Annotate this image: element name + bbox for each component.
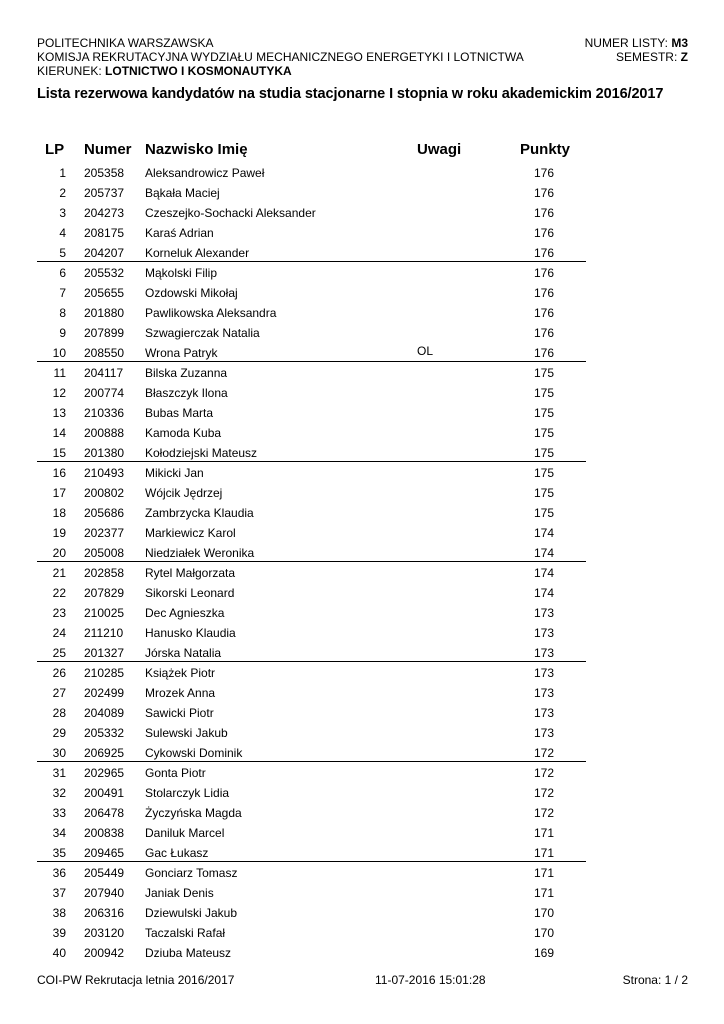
row-number: 205008 <box>84 546 125 560</box>
table-row <box>0 342 724 362</box>
row-points: 169 <box>533 946 554 960</box>
row-number: 204117 <box>84 366 124 380</box>
table-row <box>0 222 724 242</box>
table-row <box>0 242 724 262</box>
row-lp: 19 <box>52 526 66 540</box>
table-row <box>0 402 724 422</box>
row-number: 205532 <box>84 266 125 280</box>
row-number: 206478 <box>84 806 125 820</box>
row-points: 171 <box>533 826 554 840</box>
commission-name: KOMISJA REKRUTACYJNA WYDZIAŁU MECHANICZNEGO ENERGETYKI I LOTNICTWA <box>37 50 524 64</box>
table-row <box>0 722 724 742</box>
row-lp: 40 <box>52 946 66 960</box>
row-lp: 3 <box>59 206 66 220</box>
row-number: 207940 <box>84 886 125 900</box>
table-row <box>0 502 724 522</box>
table-row <box>0 842 724 862</box>
row-lp: 8 <box>59 306 66 320</box>
row-points: 176 <box>533 266 554 280</box>
row-number: 204207 <box>84 246 125 260</box>
row-lp: 10 <box>52 346 66 360</box>
row-number: 207899 <box>84 326 125 340</box>
table-header <box>0 140 724 160</box>
row-points: 176 <box>533 306 554 320</box>
table-row <box>0 622 724 642</box>
row-name: Błaszczyk Ilona <box>145 386 228 400</box>
row-lp: 30 <box>52 746 66 760</box>
table-row <box>0 282 724 302</box>
row-name: Stolarczyk Lidia <box>145 786 230 800</box>
row-number: 202858 <box>84 566 125 580</box>
row-points: 173 <box>533 706 554 720</box>
row-points: 172 <box>533 786 554 800</box>
row-name: Dziewulski Jakub <box>145 906 238 920</box>
row-points: 173 <box>533 666 554 680</box>
row-lp: 11 <box>53 366 66 380</box>
row-lp: 15 <box>52 446 66 460</box>
row-lp: 5 <box>59 246 66 260</box>
row-name: Karaś Adrian <box>145 226 214 240</box>
row-number: 205737 <box>84 186 125 200</box>
table-row <box>0 562 724 582</box>
row-number: 205655 <box>84 286 125 300</box>
table-row <box>0 382 724 402</box>
footer-page-number: Strona: 1 / 2 <box>622 973 688 987</box>
row-number: 207829 <box>84 586 125 600</box>
row-lp: 23 <box>52 606 66 620</box>
row-name: Sikorski Leonard <box>145 586 235 600</box>
row-name: Aleksandrowicz Paweł <box>145 166 265 180</box>
row-points: 174 <box>533 526 554 540</box>
row-name: Daniluk Marcel <box>145 826 225 840</box>
row-name: Książek Piotr <box>145 666 216 680</box>
row-lp: 2 <box>59 186 66 200</box>
row-number: 201380 <box>84 446 125 460</box>
table-row <box>0 302 724 322</box>
row-name: Mąkolski Filip <box>145 266 218 280</box>
row-name: Rytel Małgorzata <box>145 566 236 580</box>
row-points: 175 <box>533 426 554 440</box>
row-lp: 37 <box>52 886 66 900</box>
row-name: Gonciarz Tomasz <box>145 866 238 880</box>
table-row <box>0 442 724 462</box>
row-lp: 21 <box>52 566 66 580</box>
row-number: 200942 <box>84 946 125 960</box>
document-title: Lista rezerwowa kandydatów na studia stacjonarne I stopnia w roku akademickim 2016/2017 <box>37 86 664 102</box>
list-number-value: M3 <box>671 36 688 50</box>
row-lp: 31 <box>52 766 66 780</box>
row-lp: 24 <box>52 626 66 640</box>
row-lp: 9 <box>59 326 66 340</box>
row-lp: 13 <box>52 406 66 420</box>
table-row <box>0 762 724 782</box>
row-points: 171 <box>533 846 554 860</box>
candidate-table <box>0 162 724 962</box>
row-name: Szwagierczak Natalia <box>145 326 260 340</box>
row-number: 210285 <box>84 666 125 680</box>
row-points: 175 <box>533 466 554 480</box>
row-name: Wrona Patryk <box>145 346 218 360</box>
row-name: Sulewski Jakub <box>145 726 228 740</box>
row-lp: 33 <box>52 806 66 820</box>
row-lp: 7 <box>59 286 66 300</box>
row-lp: 34 <box>52 826 66 840</box>
row-points: 173 <box>533 626 554 640</box>
row-points: 171 <box>533 886 554 900</box>
semester <box>616 50 688 64</box>
column-header-lp: LP <box>45 141 65 158</box>
row-points: 176 <box>533 326 554 340</box>
row-number: 202377 <box>84 526 125 540</box>
row-name: Bilska Zuzanna <box>145 366 228 380</box>
table-row <box>0 782 724 802</box>
row-points: 176 <box>533 206 554 220</box>
table-row <box>0 262 724 282</box>
field-value: LOTNICTWO I KOSMONAUTYKA <box>105 64 292 78</box>
row-name: Markiewicz Karol <box>145 526 236 540</box>
row-name: Korneluk Alexander <box>145 246 250 260</box>
row-name: Janiak Denis <box>145 886 214 900</box>
row-number: 206316 <box>84 906 125 920</box>
row-points: 170 <box>533 926 554 940</box>
semester-label: SEMESTR: <box>615 50 678 64</box>
row-points: 176 <box>533 166 554 180</box>
row-number: 200888 <box>84 426 125 440</box>
table-row <box>0 362 724 382</box>
row-points: 173 <box>533 686 554 700</box>
row-name: Wójcik Jędrzej <box>145 486 223 500</box>
row-number: 210493 <box>84 466 125 480</box>
row-name: Kamoda Kuba <box>145 426 222 440</box>
row-points: 175 <box>533 506 554 520</box>
row-points: 175 <box>533 446 554 460</box>
row-points: 174 <box>533 586 554 600</box>
row-number: 200838 <box>84 826 125 840</box>
row-name: Dziuba Mateusz <box>145 946 232 960</box>
table-row <box>0 742 724 762</box>
row-points: 172 <box>533 746 554 760</box>
row-lp: 17 <box>52 486 66 500</box>
row-number: 204273 <box>84 206 125 220</box>
row-name: Zambrzycka Klaudia <box>145 506 254 520</box>
row-name: Taczalski Rafał <box>145 926 226 940</box>
row-number: 205358 <box>84 166 125 180</box>
footer-timestamp: 11-07-2016 15:01:28 <box>375 973 486 987</box>
row-points: 173 <box>533 726 554 740</box>
row-points: 175 <box>533 386 554 400</box>
table-row <box>0 882 724 902</box>
row-points: 171 <box>533 866 554 880</box>
row-name: Czeszejko-Sochacki Aleksander <box>145 206 316 220</box>
row-points: 172 <box>533 806 554 820</box>
row-number: 208550 <box>84 346 125 360</box>
row-points: 173 <box>533 646 554 660</box>
field-of-study <box>37 64 292 78</box>
row-name: Bubas Marta <box>145 406 214 420</box>
row-name: Pawlikowska Aleksandra <box>145 306 277 320</box>
row-number: 200774 <box>84 386 125 400</box>
table-row <box>0 482 724 502</box>
row-name: Gonta Piotr <box>145 766 206 780</box>
table-row <box>0 702 724 722</box>
table-row <box>0 862 724 882</box>
table-row <box>0 582 724 602</box>
table-row <box>0 662 724 682</box>
row-points: 176 <box>533 286 554 300</box>
row-points: 175 <box>533 406 554 420</box>
row-number: 202965 <box>84 766 125 780</box>
table-row <box>0 642 724 662</box>
row-lp: 6 <box>59 266 66 280</box>
row-lp: 22 <box>52 586 66 600</box>
row-lp: 4 <box>59 226 66 240</box>
row-remarks: OL <box>417 344 434 358</box>
row-number: 205332 <box>84 726 125 740</box>
row-name: Życzyńska Magda <box>145 806 242 820</box>
row-name: Gac Łukasz <box>145 846 209 860</box>
row-lp: 28 <box>52 706 66 720</box>
row-number: 205686 <box>84 506 125 520</box>
table-row <box>0 922 724 942</box>
row-number: 210336 <box>84 406 125 420</box>
table-row <box>0 162 724 182</box>
list-number-label: NUMER LISTY: <box>584 36 668 50</box>
row-name: Niedziałek Weronika <box>145 546 255 560</box>
row-lp: 29 <box>52 726 66 740</box>
row-number: 209465 <box>84 846 125 860</box>
row-points: 170 <box>533 906 554 920</box>
row-points: 172 <box>533 766 554 780</box>
table-row <box>0 942 724 962</box>
row-name: Sawicki Piotr <box>145 706 214 720</box>
row-name: Kołodziejski Mateusz <box>145 446 258 460</box>
row-number: 202499 <box>84 686 125 700</box>
row-points: 175 <box>533 486 554 500</box>
row-lp: 12 <box>52 386 66 400</box>
row-number: 206925 <box>84 746 125 760</box>
row-points: 173 <box>533 606 554 620</box>
row-lp: 38 <box>52 906 66 920</box>
table-row <box>0 462 724 482</box>
row-name: Jórska Natalia <box>145 646 222 660</box>
row-number: 200491 <box>84 786 125 800</box>
row-lp: 39 <box>52 926 66 940</box>
row-lp: 36 <box>52 866 66 880</box>
row-points: 176 <box>533 346 554 360</box>
row-number: 200802 <box>84 486 125 500</box>
row-lp: 14 <box>52 426 66 440</box>
row-points: 174 <box>533 566 554 580</box>
row-number: 210025 <box>84 606 125 620</box>
row-points: 175 <box>533 366 554 380</box>
row-name: Mrozek Anna <box>145 686 216 700</box>
row-lp: 35 <box>52 846 66 860</box>
column-header-name: Nazwisko Imię <box>145 141 248 158</box>
table-row <box>0 322 724 342</box>
row-lp: 27 <box>52 686 66 700</box>
column-header-remarks: Uwagi <box>417 141 462 158</box>
row-number: 203120 <box>84 926 125 940</box>
table-row <box>0 542 724 562</box>
table-row <box>0 802 724 822</box>
table-row <box>0 522 724 542</box>
row-lp: 16 <box>52 466 66 480</box>
column-header-number: Numer <box>84 141 132 158</box>
row-points: 176 <box>533 186 554 200</box>
university-name: POLITECHNIKA WARSZAWSKA <box>37 36 214 50</box>
row-points: 176 <box>533 246 554 260</box>
column-header-points: Punkty <box>520 141 571 158</box>
row-number: 205449 <box>84 866 125 880</box>
semester-value: Z <box>680 50 688 64</box>
row-number: 211210 <box>84 626 124 640</box>
row-lp: 32 <box>52 786 66 800</box>
field-label: KIERUNEK: <box>37 64 102 78</box>
row-name: Cykowski Dominik <box>145 746 243 760</box>
row-points: 174 <box>533 546 554 560</box>
row-name: Bąkała Maciej <box>145 186 220 200</box>
row-number: 201327 <box>84 646 125 660</box>
row-number: 208175 <box>84 226 125 240</box>
table-row <box>0 822 724 842</box>
row-name: Hanusko Klaudia <box>145 626 236 640</box>
row-name: Ozdowski Mikołaj <box>145 286 238 300</box>
row-lp: 25 <box>52 646 66 660</box>
row-lp: 18 <box>52 506 66 520</box>
row-number: 201880 <box>84 306 125 320</box>
row-points: 176 <box>533 226 554 240</box>
table-row <box>0 182 724 202</box>
row-lp: 20 <box>52 546 66 560</box>
row-name: Mikicki Jan <box>145 466 204 480</box>
footer-system: COI-PW Rekrutacja letnia 2016/2017 <box>37 973 235 987</box>
table-row <box>0 902 724 922</box>
row-name: Dec Agnieszka <box>145 606 225 620</box>
row-number: 204089 <box>84 706 125 720</box>
table-row <box>0 602 724 622</box>
table-row <box>0 422 724 442</box>
row-lp: 26 <box>52 666 66 680</box>
list-number <box>585 36 688 50</box>
table-row <box>0 682 724 702</box>
table-row <box>0 202 724 222</box>
row-lp: 1 <box>59 166 66 180</box>
